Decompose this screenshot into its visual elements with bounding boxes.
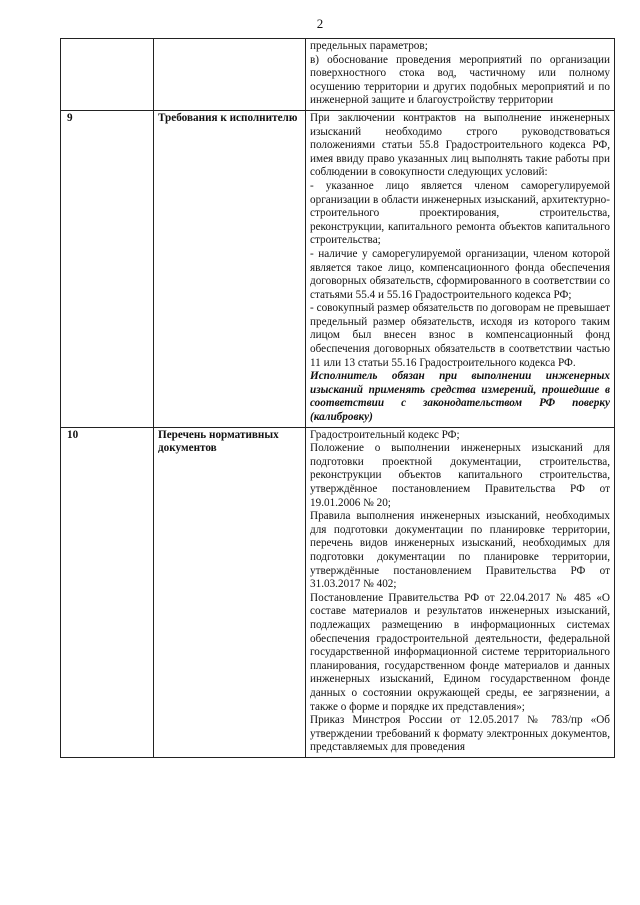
table-row — [61, 427, 615, 757]
paragraph: Градостроительный кодекс РФ; — [310, 428, 460, 441]
paragraph: предельных параметров; — [310, 40, 428, 52]
paragraph: При заключении контрактов на выполнение инженерных изысканий необходимо строго руководствоваться положениями статьи 55.8 Градостроительного кодекса РФ, имея ввиду право указанных лиц выполнять такие работы при соблюдении в совокупности следующих условий: — [310, 111, 610, 179]
row-content — [306, 427, 615, 757]
paragraph: Приказ Минстроя России от 12.05.2017 № 783/пр «Об утверждении требований к формату электронных документов, представляемых для проведения — [310, 714, 610, 754]
page-number: 2 — [316, 16, 324, 31]
executor-note: Исполнитель обязан при выполнении инженерных изысканий применять средства измерений, прошедшие в соответствии с законодательством РФ поверку (калибровку) — [310, 370, 610, 424]
paragraph: - наличие у саморегулируемой организации, членом которой является такое лицо, компенсационного фонда обеспечения договорных обязательств, сформированного в соответствии со статьями 55.4 и 55.16 Градостроительного кодекса РФ; — [310, 247, 610, 301]
paragraph: в) обоснование проведения мероприятий по организации поверхностного стока вод, частичному или полному осушению территории и других подобных мероприятий и по инженерной защите и благоустройству территории — [310, 53, 610, 107]
paragraph: Правила выполнения инженерных изысканий, необходимых для подготовки документации по планировке территории, перечень видов инженерных изысканий, необходимых для подготовки документации по планировке территории, утверждённые постановлением Правительства РФ от 31.03.2017 № 402; — [310, 510, 610, 591]
row-content — [306, 110, 615, 427]
table-row — [61, 39, 615, 111]
paragraph: Постановление Правительства РФ от 22.04.2017 № 485 «О составе материалов и результатов инженерных изысканий, подлежащих размещению в информационных системах обеспечения градостроительной деятельности, федеральной государственной информационной системе территориального планирования, государственном фонде материалов и данных инженерных изысканий, Едином государственном фонде данных о состоянии окружающей среды, ее загрязнении, а также о форме и порядке их представления»; — [310, 591, 610, 713]
row-heading — [154, 39, 306, 111]
row-number — [61, 39, 154, 111]
row-heading: Требования к исполнителю — [154, 110, 306, 427]
row-heading: Перечень нормативных документов — [154, 427, 306, 757]
row-content — [306, 39, 615, 111]
paragraph: Положение о выполнении инженерных изысканий для подготовки проектной документации, строительства, реконструкции объектов капитального строительства, утверждённое постановлением Правительства РФ от 19.01.2006 № 20; — [310, 442, 610, 509]
requirements-table — [60, 38, 615, 758]
row-number: 9 — [61, 110, 154, 427]
paragraph: - совокупный размер обязательств по договорам не превышает предельный размер обязательств, исходя из которого таким лицом был внесен взнос в компенсационный фонд обеспечения договорных обязательств в соответствии частью 11 или 13 статьи 55.16 Градостроительного кодекса РФ. — [310, 302, 610, 369]
paragraph: - указанное лицо является членом саморегулируемой организации в области инженерных изысканий, архитектурно-строительного проектирования, строительства, реконструкции, капитального ремонта объектов капитального строительства; — [310, 179, 610, 247]
row-number: 10 — [61, 427, 154, 757]
table-row — [61, 110, 615, 427]
